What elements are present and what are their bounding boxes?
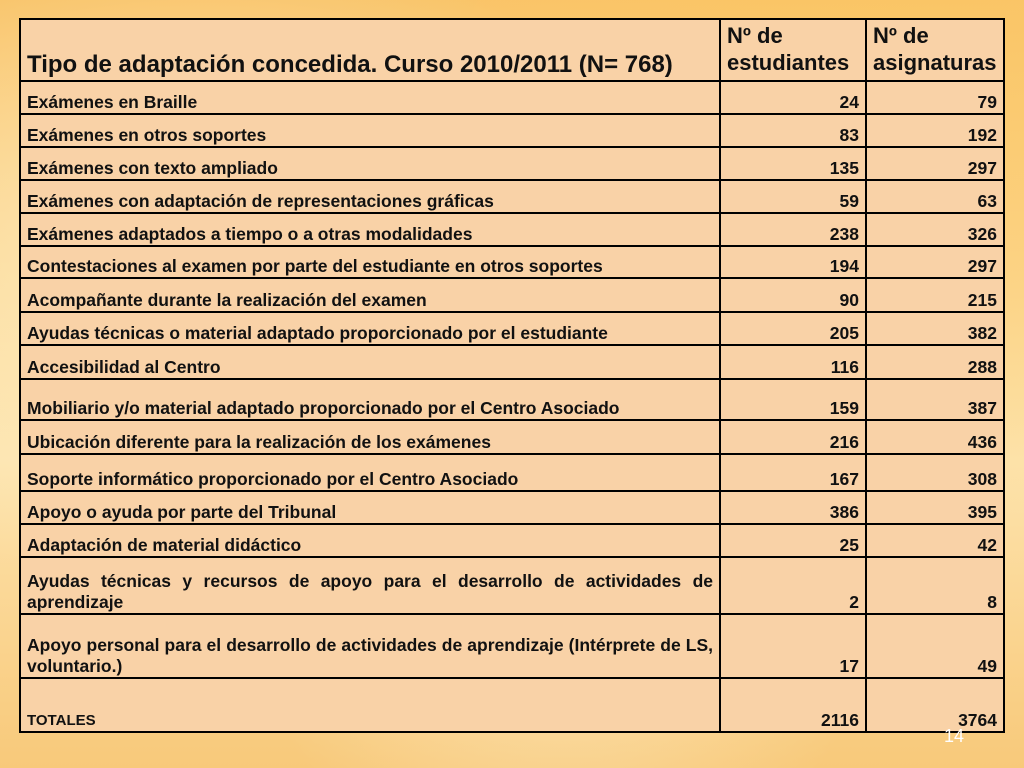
row-subjects: 215 [866,278,1004,312]
row-students: 17 [720,614,866,678]
table-title: Tipo de adaptación concedida. Curso 2010/2011 (N= 768) [20,19,720,81]
table-row [20,420,1004,454]
row-label: Ayudas técnicas o material adaptado proporcionado por el estudiante [20,312,720,345]
row-students: 59 [720,180,866,213]
row-subjects: 297 [866,246,1004,278]
row-label: Acompañante durante la realización del examen [20,278,720,312]
row-students: 116 [720,345,866,379]
row-subjects: 42 [866,524,1004,557]
row-subjects: 49 [866,614,1004,678]
table-header-row [20,19,1004,81]
row-subjects: 63 [866,180,1004,213]
row-students: 386 [720,491,866,524]
table-row [20,379,1004,420]
row-label: Apoyo personal para el desarrollo de actividades de aprendizaje (Intérprete de LS, voluntario.) [20,614,720,678]
row-students: 159 [720,379,866,420]
table-row [20,454,1004,491]
row-label: Soporte informático proporcionado por el Centro Asociado [20,454,720,491]
row-label: Mobiliario y/o material adaptado proporcionado por el Centro Asociado [20,379,720,420]
row-subjects: 382 [866,312,1004,345]
table-row [20,278,1004,312]
row-label: Contestaciones al examen por parte del estudiante en otros soportes [20,246,720,278]
row-students: 24 [720,81,866,114]
totals-label: TOTALES [20,678,720,732]
row-label: Accesibilidad al Centro [20,345,720,379]
table-row [20,345,1004,379]
row-students: 205 [720,312,866,345]
table-row [20,246,1004,278]
table-row [20,557,1004,614]
table-row [20,147,1004,180]
row-students: 238 [720,213,866,246]
row-subjects: 387 [866,379,1004,420]
table-row [20,81,1004,114]
header-students: Nº de estudiantes [720,19,866,81]
table-row [20,524,1004,557]
row-students: 90 [720,278,866,312]
row-subjects: 79 [866,81,1004,114]
totals-row [20,678,1004,732]
row-subjects: 8 [866,557,1004,614]
row-label: Exámenes en otros soportes [20,114,720,147]
row-label: Ayudas técnicas y recursos de apoyo para el desarrollo de actividades de aprendizaje [20,557,720,614]
row-students: 194 [720,246,866,278]
row-students: 167 [720,454,866,491]
row-subjects: 288 [866,345,1004,379]
row-students: 83 [720,114,866,147]
page-number: 14 [943,726,964,746]
table-row [20,614,1004,678]
row-subjects: 192 [866,114,1004,147]
row-label: Exámenes en Braille [20,81,720,114]
row-subjects: 326 [866,213,1004,246]
totals-subjects: 3764 [866,678,1004,732]
row-students: 2 [720,557,866,614]
adaptation-table [19,18,1005,733]
table-row [20,180,1004,213]
row-label: Adaptación de material didáctico [20,524,720,557]
row-label: Ubicación diferente para la realización de los exámenes [20,420,720,454]
table-row [20,114,1004,147]
totals-students: 2116 [720,678,866,732]
row-label: Exámenes adaptados a tiempo o a otras modalidades [20,213,720,246]
header-subjects: Nº de asignaturas [866,19,1004,81]
row-students: 216 [720,420,866,454]
row-students: 135 [720,147,866,180]
table-row [20,312,1004,345]
row-label: Exámenes con texto ampliado [20,147,720,180]
row-students: 25 [720,524,866,557]
table-row [20,213,1004,246]
row-subjects: 395 [866,491,1004,524]
row-label: Exámenes con adaptación de representaciones gráficas [20,180,720,213]
row-subjects: 308 [866,454,1004,491]
row-subjects: 297 [866,147,1004,180]
row-subjects: 436 [866,420,1004,454]
row-label: Apoyo o ayuda por parte del Tribunal [20,491,720,524]
table-row [20,491,1004,524]
